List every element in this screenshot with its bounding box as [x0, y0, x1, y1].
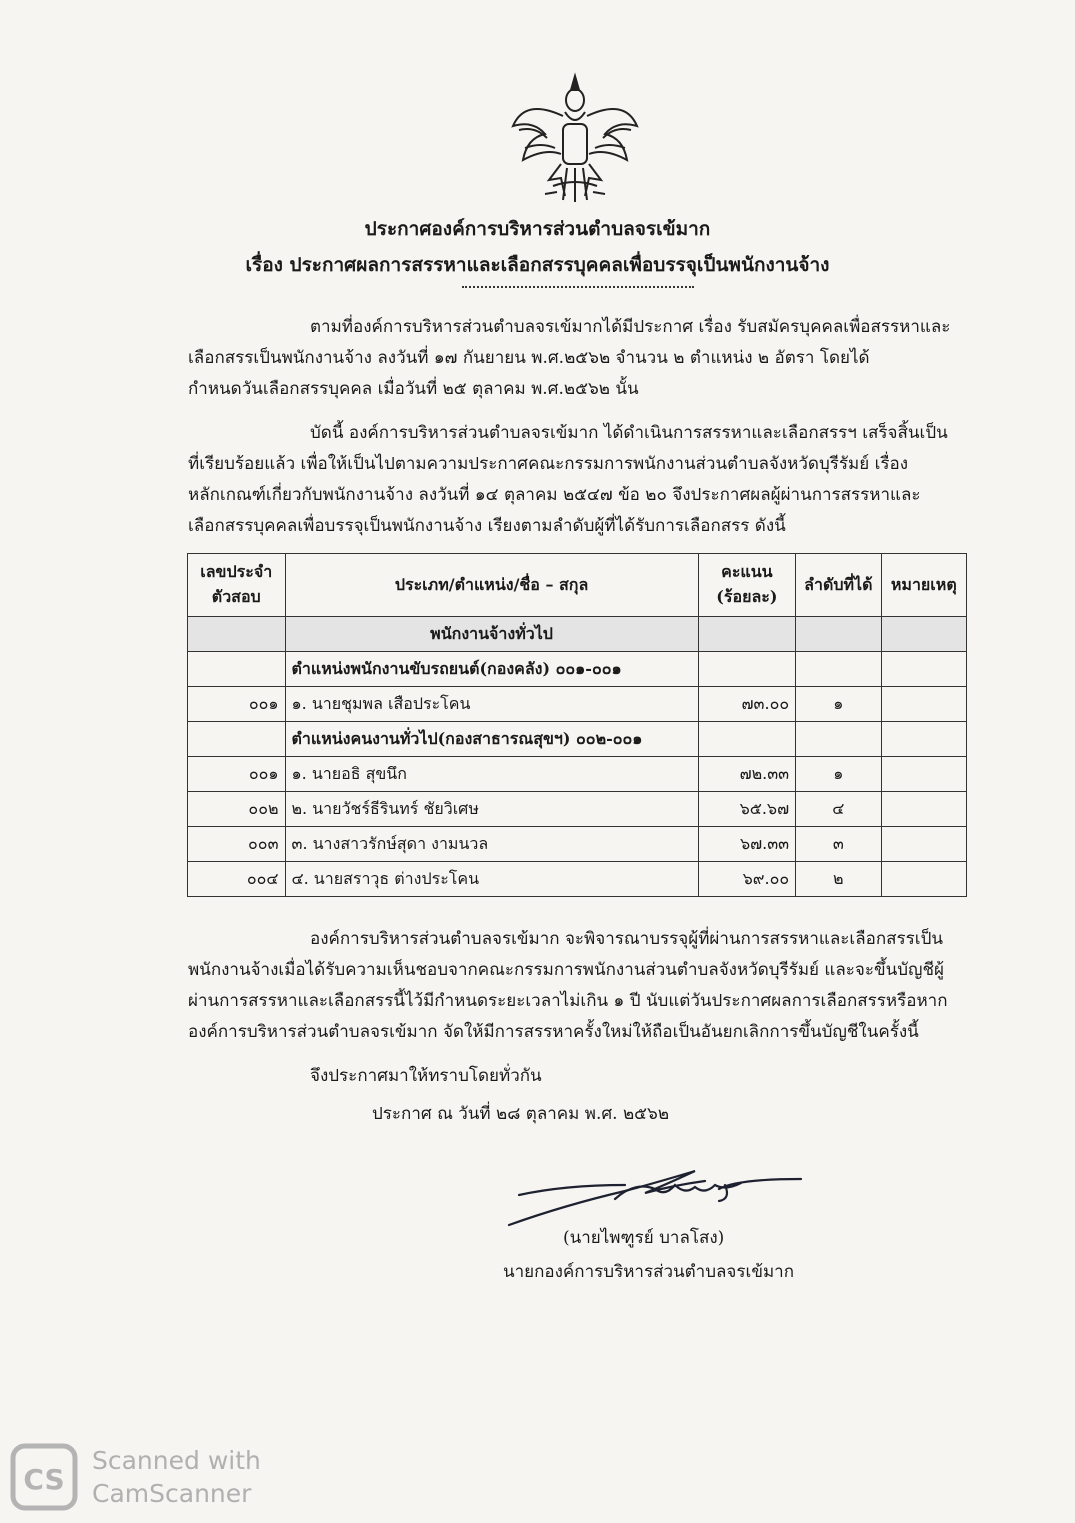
- paragraph-line: องค์การบริหารส่วนตำบลจรเข้มาก จะพิจารณาบรรจุผู้ที่ผ่านการสรรหาและเลือกสรรเป็น: [310, 929, 943, 949]
- candidate-note: [881, 862, 966, 897]
- candidate-rank: ๑: [796, 687, 881, 722]
- candidate-score: ๖๙.๐๐: [698, 862, 796, 897]
- exam-number: ๐๐๓: [188, 827, 286, 862]
- candidate-note: [881, 827, 966, 862]
- date-day: ๒๘: [496, 1104, 521, 1124]
- candidate-score: ๖๕.๖๗: [698, 792, 796, 827]
- paragraph-line: เลือกสรรเป็นพนักงานจ้าง ลงวันที่ ๑๗ กันยายน พ.ศ.๒๕๖๒ จำนวน ๒ ตำแหน่ง ๒ อัตรา โดยได้: [188, 348, 870, 368]
- header-rank: ลำดับที่ได้: [796, 554, 881, 617]
- date-rest: ตุลาคม พ.ศ. ๒๕๖๒: [525, 1104, 670, 1124]
- announcement-subject: เรื่อง ประกาศผลการสรรหาและเลือกสรรบุคคลเพื่อบรรจุเป็นพนักงานจ้าง: [245, 254, 830, 276]
- candidate-name: ๔. นายสราวุธ ต่างประโคน: [285, 862, 698, 897]
- candidate-name: ๑. นายอธิ สุขนึก: [285, 757, 698, 792]
- table-row: [188, 862, 967, 897]
- group-row: [188, 617, 967, 652]
- header-score: คะแนน (ร้อยละ): [698, 554, 796, 617]
- paragraph-line: กำหนดวันเลือกสรรบุคคล เมื่อวันที่ ๒๕ ตุลาคม พ.ศ.๒๕๖๒ นั้น: [188, 379, 639, 399]
- paragraph-line: ผ่านการสรรหาและเลือกสรรนี้ไว้มีกำหนดระยะเวลาไม่เกิน ๑ ปี นับแต่วันประกาศผลการเลือกสรรหรือหาก: [188, 991, 948, 1011]
- table-row: [188, 687, 967, 722]
- candidate-name: ๑. นายชุมพล เสือประโคน: [285, 687, 698, 722]
- exam-number: ๐๐๑: [188, 687, 286, 722]
- paragraph-line: องค์การบริหารส่วนตำบลจรเข้มาก จัดให้มีการสรรหาครั้งใหม่ให้ถือเป็นอันยกเลิกการขึ้นบัญชีในครั้งนี้: [188, 1022, 919, 1042]
- paragraph-line: บัดนี้ องค์การบริหารส่วนตำบลจรเข้มาก ได้ดำเนินการสรรหาและเลือกสรรฯ เสร็จสิ้นเป็น: [310, 423, 948, 443]
- svg-text:CS: CS: [23, 1463, 65, 1496]
- paragraph-line: เลือกสรรบุคคลเพื่อบรรจุเป็นพนักงานจ้าง เรียงตามลำดับผู้ที่ได้รับการเลือกสรร ดังนี้: [188, 516, 786, 536]
- candidate-score: ๗๒.๓๓: [698, 757, 796, 792]
- header-name: ประเภท/ตำแหน่ง/ชื่อ – สกุล: [285, 554, 698, 617]
- table-row: [188, 827, 967, 862]
- exam-number: ๐๐๑: [188, 757, 286, 792]
- candidate-score: ๖๗.๓๓: [698, 827, 796, 862]
- header-exam-number: เลขประจำ ตัวสอบ: [188, 554, 286, 617]
- candidate-rank: ๑: [796, 757, 881, 792]
- watermark-line1: Scanned with: [92, 1446, 261, 1475]
- paragraph-2: [188, 418, 970, 542]
- table-row: [188, 757, 967, 792]
- exam-number: ๐๐๒: [188, 792, 286, 827]
- signer-title: นายกองค์การบริหารส่วนตำบลจรเข้มาก: [503, 1262, 794, 1282]
- header-note: หมายเหตุ: [881, 554, 966, 617]
- camscanner-logo-icon: [10, 1443, 78, 1511]
- position-row: [188, 722, 967, 757]
- camscanner-watermark: [10, 1443, 261, 1511]
- paragraph-line: หลักเกณฑ์เกี่ยวกับพนักงานจ้าง ลงวันที่ ๑๔ ตุลาคม ๒๕๔๗ ข้อ ๒๐ จึงประกาศผลผู้ผ่านการสรรหาและ: [188, 485, 921, 505]
- candidate-name: ๒. นายวัชร์ธีรินทร์ ชัยวิเศษ: [285, 792, 698, 827]
- candidate-rank: ๔: [796, 792, 881, 827]
- position-label: ตำแหน่งคนงานทั่วไป(กองสาธารณสุขฯ) ๐๐๒-๐๐๑: [285, 722, 698, 757]
- table-row: [188, 792, 967, 827]
- exam-number: ๐๐๔: [188, 862, 286, 897]
- position-row: [188, 652, 967, 687]
- candidate-note: [881, 792, 966, 827]
- paragraph-line: ที่เรียบร้อยแล้ว เพื่อให้เป็นไปตามความประกาศคณะกรรมการพนักงานส่วนตำบลจังหวัดบุรีรัมย์ เรื่อง: [188, 454, 909, 474]
- announce-date: [372, 1100, 669, 1127]
- announce-line: จึงประกาศมาให้ทราบโดยทั่วกัน: [310, 1066, 542, 1086]
- announcement-title: ประกาศองค์การบริหารส่วนตำบลจรเข้มาก: [364, 218, 711, 240]
- garuda-emblem-icon: [505, 68, 645, 208]
- candidate-note: [881, 687, 966, 722]
- candidate-score: ๗๓.๐๐: [698, 687, 796, 722]
- paragraph-line: ตามที่องค์การบริหารส่วนตำบลจรเข้มากได้มีประกาศ เรื่อง รับสมัครบุคคลเพื่อสรรหาและ: [310, 317, 951, 337]
- paragraph-1: [188, 312, 970, 405]
- candidate-rank: ๓: [796, 827, 881, 862]
- signer-name: (นายไพฑูรย์ บาลโสง): [563, 1228, 725, 1248]
- title-divider: [462, 286, 694, 288]
- position-label: ตำแหน่งพนักงานขับรถยนต์(กองคลัง) ๐๐๑-๐๐๑: [285, 652, 698, 687]
- candidate-note: [881, 757, 966, 792]
- results-table: [187, 553, 967, 897]
- paragraph-3: [188, 924, 970, 1048]
- group-label: พนักงานจ้างทั่วไป: [285, 617, 698, 652]
- table-header-row: [188, 554, 967, 617]
- paragraph-line: พนักงานจ้างเมื่อได้รับความเห็นชอบจากคณะกรรมการพนักงานส่วนตำบลจังหวัดบุรีรัมย์ และจะขึ้นบัญชีผู้: [188, 960, 945, 980]
- date-prefix: ประกาศ ณ วันที่: [372, 1104, 491, 1124]
- candidate-name: ๓. นางสาวรักษ์สุดา งามนวล: [285, 827, 698, 862]
- watermark-line2: CamScanner: [92, 1479, 252, 1508]
- candidate-rank: ๒: [796, 862, 881, 897]
- signature-icon: [505, 1155, 805, 1235]
